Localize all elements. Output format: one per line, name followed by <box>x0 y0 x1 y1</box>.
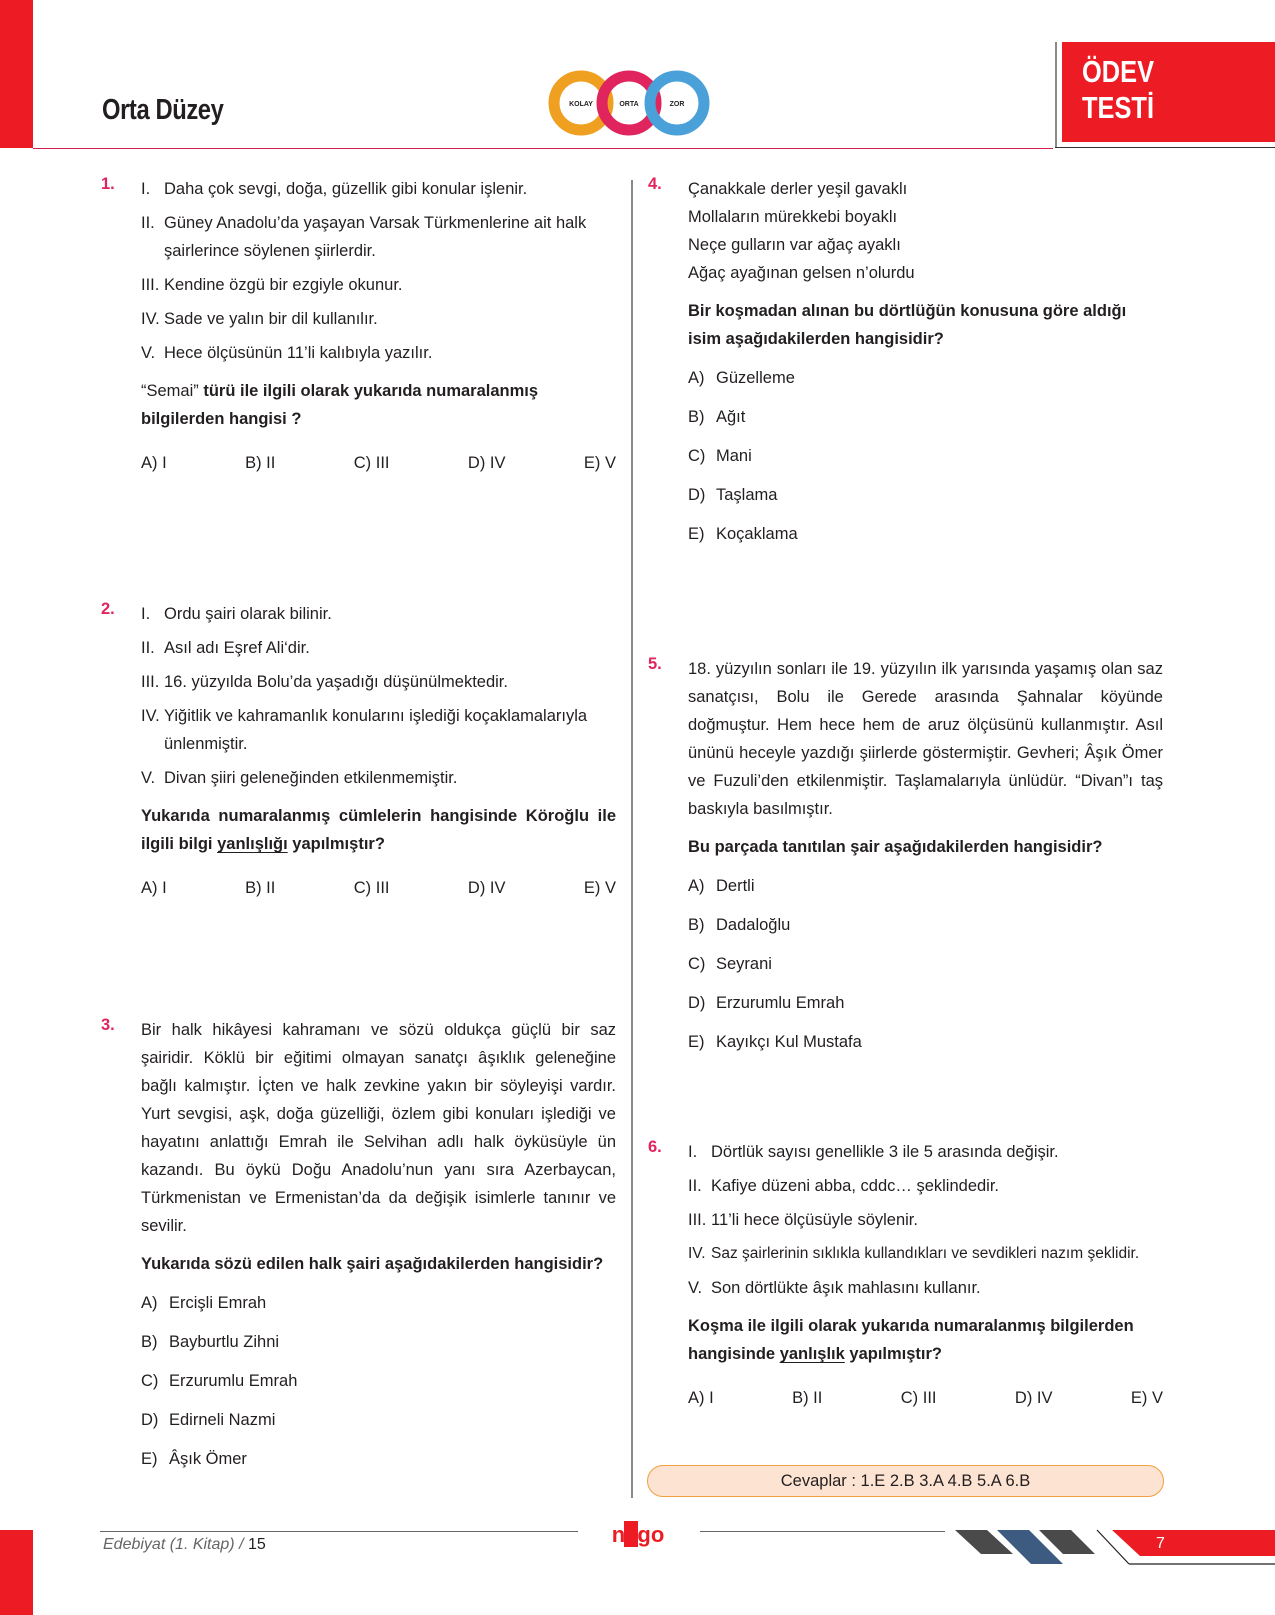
answer-key: Cevaplar : 1.E 2.B 3.A 4.B 5.A 6.B <box>647 1465 1164 1497</box>
difficulty-level-logo <box>548 70 710 136</box>
column-divider <box>631 180 633 1498</box>
choice-e[interactable]: E) V <box>583 879 616 897</box>
statement-item: I. Ordu şairi olarak bilinir. <box>141 605 332 623</box>
statement-item: II. Kafiye düzeni abba, cddc… şeklindedir. <box>688 1177 1000 1195</box>
statement-item: IV. Yiğitlik ve kahramanlık konularını işlediği koçaklamalarıyla ünlenmiştir. <box>141 707 588 753</box>
badge-bottom-rule <box>1055 147 1275 148</box>
choice-b[interactable]: B) Dadaloğlu <box>688 916 791 934</box>
verse-line: Neçe gulların var ağaç ayaklı <box>688 236 901 254</box>
page-number-banner <box>1112 1530 1275 1556</box>
question-number: 2. <box>101 600 115 618</box>
choice-d[interactable]: D) IV <box>467 879 506 897</box>
answer-choices <box>141 1289 616 1473</box>
statement-item: I. Dörtlük sayısı genellikle 3 ile 5 arasında değişir. <box>688 1143 1059 1161</box>
choice-d[interactable]: D) Edirneli Nazmi <box>141 1411 276 1429</box>
book-title: Edebiyat (1. Kitap) / <box>103 1536 244 1553</box>
choice-a[interactable]: A) Dertli <box>688 877 755 895</box>
footer-stripes-decoration <box>955 1528 1275 1568</box>
question-6 <box>688 1138 1163 1412</box>
footer-divider-right <box>700 1531 945 1532</box>
page-number: 7 <box>1156 1535 1165 1552</box>
question-number: 3. <box>101 1016 115 1034</box>
page-title: Orta Düzey <box>102 94 224 126</box>
level-label-easy: KOLAY <box>569 101 593 108</box>
choice-a[interactable]: A) Güzelleme <box>688 369 795 387</box>
red-side-bar-bottom <box>0 1530 33 1615</box>
choice-c[interactable]: C) III <box>353 879 390 897</box>
choice-c[interactable]: C) III <box>900 1389 937 1407</box>
badge-line-1: ÖDEV <box>1082 54 1155 89</box>
verse-line: Çanakkale derler yeşil gavaklı <box>688 180 908 198</box>
question-5 <box>688 655 1163 1056</box>
choice-d[interactable]: D) IV <box>467 454 506 472</box>
question-number: 1. <box>101 175 115 193</box>
question-stem: Yukarıda sözü edilen halk şairi aşağıdakilerden hangisidir? <box>141 1255 604 1273</box>
question-passage: Bir halk hikâyesi kahramanı ve sözü oldukça güçlü bir saz şairidir. Köklü bir eğitimi olmayan sanatçı âşıklık geleneğine bağlı kalmıştır. İçten ve halk zevkine yakın bir söyleyişi vardır. Yurt sevgisi, aşk, doğa güzelliği, özlem gibi konuları işlediği ve hayatını anlattığı Emrah ile Selvihan adlı halk öyküsüyle ün kazandı. Bu öykü Doğu Anadolu’nun yanı sıra Azerbaycan, Türkmenistan ve Ermenistan’da da değişik isimlerle tanınır ve sevilir. <box>141 1021 616 1235</box>
question-stem: Koşma ile ilgili olarak yukarıda numaralanmış bilgilerden hangisinde yanlışlık yapılmıştır? <box>688 1317 1134 1363</box>
statement-item: III. Kendine özgü bir ezgiyle okunur. <box>141 276 403 294</box>
statement-item: V. Divan şiiri geleneğinden etkilenmemiştir. <box>141 769 458 787</box>
statement-item: III. 11’li hece ölçüsüyle söylenir. <box>688 1211 918 1229</box>
statement-item: IV. Saz şairlerinin sıklıkla kullandıkları ve sevdikleri nazım şeklidir. <box>688 1245 1140 1262</box>
choice-b[interactable]: B) II <box>792 1389 823 1407</box>
choice-c[interactable]: C) III <box>353 454 390 472</box>
choice-a[interactable]: A) Ercişli Emrah <box>141 1294 267 1312</box>
verse-line: Ağaç ayağınan gelsen n’olurdu <box>688 264 915 282</box>
question-number: 6. <box>648 1138 662 1156</box>
statement-item: II. Güney Anadolu’da yaşayan Varsak Türkmenlerine ait halk şairlerince söylenen şiirlerdir. <box>141 214 587 260</box>
question-stem: Yukarıda numaralanmış cümlelerin hangisinde Köroğlu ile ilgili bilgi yanlışlığı yapılmıştır? <box>141 807 616 853</box>
underlined-keyword: yanlışlığı <box>217 835 288 853</box>
question-1 <box>141 175 616 477</box>
verse-line: Mollaların mürekkebi boyaklı <box>688 208 898 226</box>
question-4 <box>688 175 1163 548</box>
answer-choices <box>688 872 1163 1056</box>
footer-divider-left <box>100 1531 578 1532</box>
choice-c[interactable]: C) Mani <box>688 447 752 465</box>
book-page: 15 <box>247 1536 266 1553</box>
level-label-medium: ORTA <box>619 101 639 108</box>
question-number: 4. <box>648 175 662 193</box>
question-3 <box>141 1016 616 1473</box>
question-stem: “Semai” türü ile ilgili olarak yukarıda numaralanmış bilgilerden hangisi ? <box>141 382 539 428</box>
answer-choices <box>141 874 616 902</box>
level-label-hard: ZOR <box>669 101 685 108</box>
statement-item: I. Daha çok sevgi, doğa, güzellik gibi konular işlenir. <box>141 180 528 198</box>
book-reference <box>103 1536 266 1554</box>
choice-a[interactable]: A) I <box>141 879 167 897</box>
choice-b[interactable]: B) Bayburtlu Zihni <box>141 1333 280 1351</box>
red-side-bar-top <box>0 0 33 148</box>
choice-b[interactable]: B) Ağıt <box>688 408 746 426</box>
publisher-logo <box>598 1518 678 1552</box>
answer-choices <box>141 449 616 477</box>
choice-e[interactable]: E) Koçaklama <box>688 525 798 543</box>
question-stem: Bir koşmadan alınan bu dörtlüğün konusuna göre aldığı isim aşağıdakilerden hangisidir? <box>688 302 1127 348</box>
answer-choices <box>688 364 1163 548</box>
choice-e[interactable]: E) Âşık Ömer <box>141 1450 247 1468</box>
answer-choices <box>688 1384 1163 1412</box>
choice-e[interactable]: E) Kayıkçı Kul Mustafa <box>688 1033 862 1051</box>
choice-b[interactable]: B) II <box>245 454 276 472</box>
choice-d[interactable]: D) Taşlama <box>688 486 778 504</box>
choice-e[interactable]: E) V <box>583 454 616 472</box>
badge-left-border <box>1055 42 1057 148</box>
question-2 <box>141 600 616 902</box>
choice-a[interactable]: A) I <box>688 1389 714 1407</box>
question-number: 5. <box>648 655 662 673</box>
homework-test-label <box>1082 54 1154 126</box>
statement-item: V. Son dörtlükte âşık mahlasını kullanır. <box>688 1279 981 1297</box>
choice-d[interactable]: D) Erzurumlu Emrah <box>688 994 845 1012</box>
header-divider <box>33 148 1053 149</box>
badge-line-2: TESTİ <box>1082 90 1155 125</box>
choice-c[interactable]: C) Erzurumlu Emrah <box>141 1372 298 1390</box>
question-stem: Bu parçada tanıtılan şair aşağıdakilerden hangisidir? <box>688 838 1103 856</box>
statement-item: V. Hece ölçüsünün 11’li kalıbıyla yazılır. <box>141 344 433 362</box>
choice-c[interactable]: C) Seyrani <box>688 955 772 973</box>
statement-item: IV. Sade ve yalın bir dil kullanılır. <box>141 310 378 328</box>
question-passage: 18. yüzyılın sonları ile 19. yüzyılın ilk yarısında yaşamış olan saz sanatçısı, Bolu ile Gerede arasında Şahnalar köyünde doğmuştur. Hem hece hem de aruz ölçüsünü kullanmıştır. Asıl ününü heceyle yazdığı şiirlerde göstermiştir. Gevheri; Âşık Ömer ve Fuzuli’den etkilenmiştir. Taşlamalarıyla ünlüdür. “Divan”ı taş baskıyla basılmıştır. <box>688 660 1163 818</box>
choice-a[interactable]: A) I <box>141 454 167 472</box>
statement-item: III. 16. yüzyılda Bolu’da yaşadığı düşünülmektedir. <box>141 673 508 691</box>
choice-d[interactable]: D) IV <box>1014 1389 1053 1407</box>
logo-wordmark: nego <box>611 1522 665 1547</box>
underlined-keyword: yanlışlık <box>779 1345 845 1363</box>
choice-b[interactable]: B) II <box>245 879 276 897</box>
statement-item: II. Asıl adı Eşref Ali‘dir. <box>141 639 310 657</box>
choice-e[interactable]: E) V <box>1130 1389 1163 1407</box>
